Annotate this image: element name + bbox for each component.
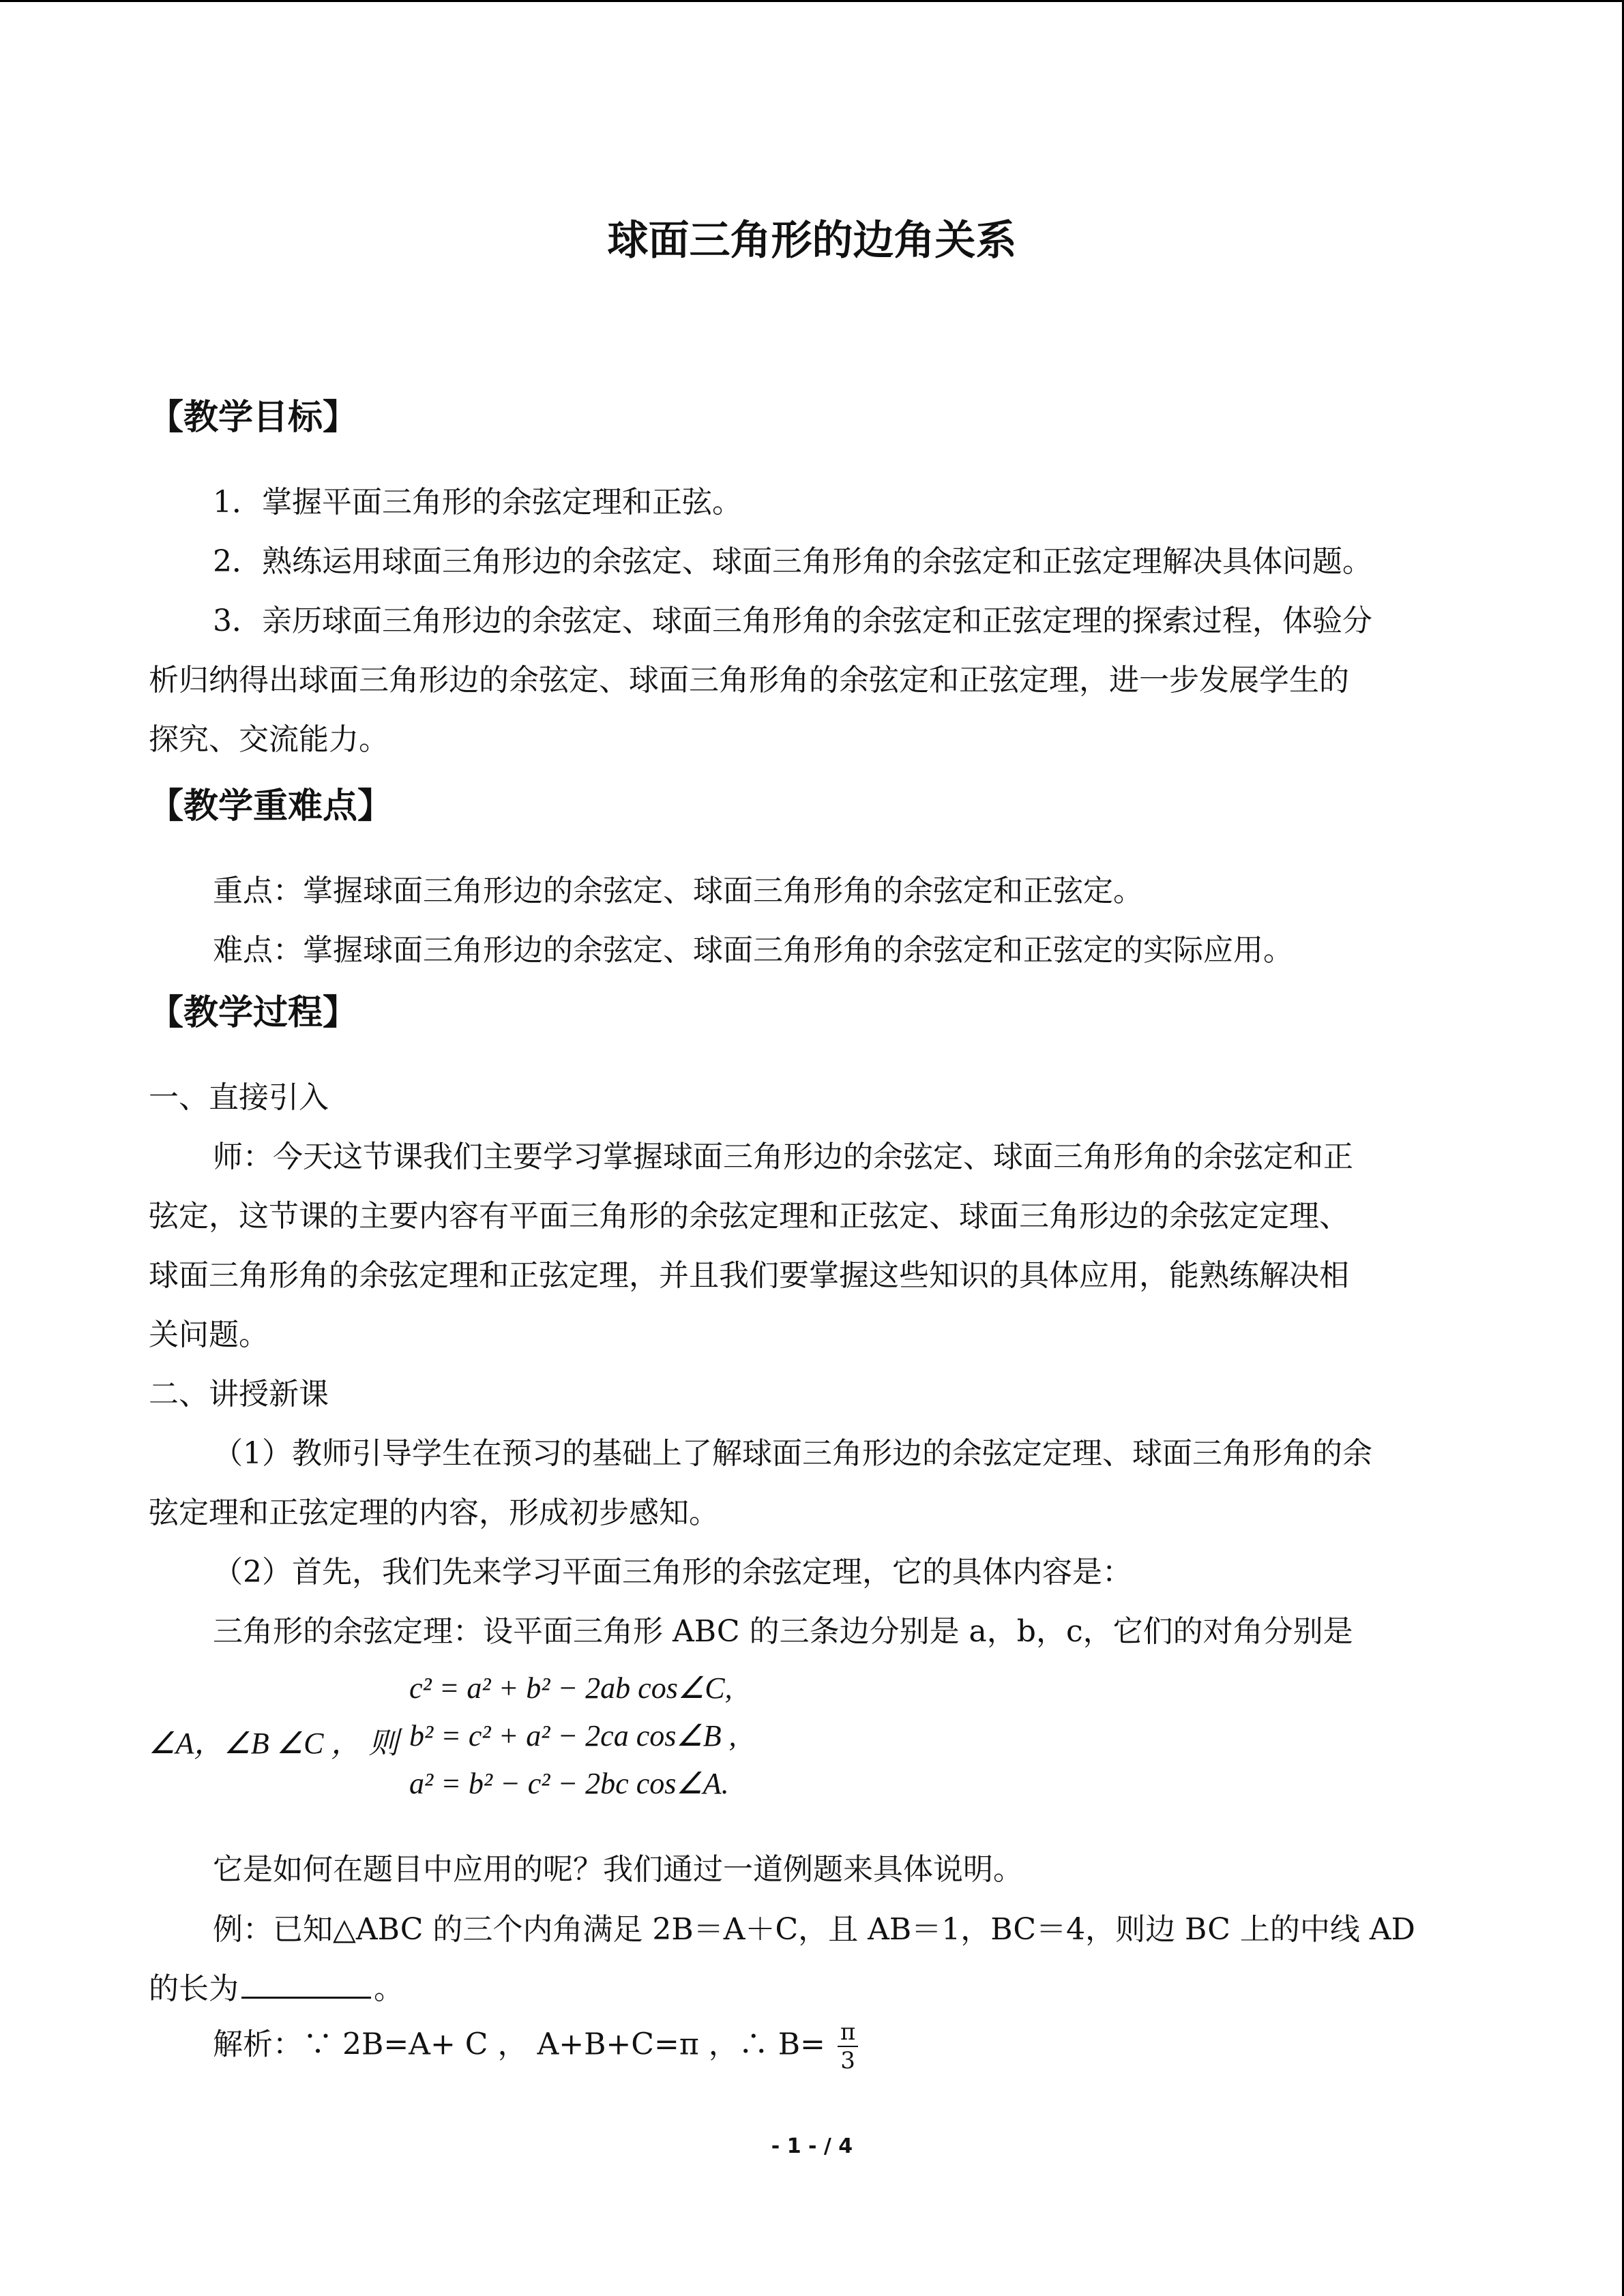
- keypoints-heading: 【教学重难点】: [149, 786, 393, 826]
- example-line-2: [149, 1964, 404, 2008]
- formula-line-2: b² = c² + a² − 2ca cos∠B ,: [409, 1719, 737, 1753]
- example-line-1: 例：已知△ABC 的三个内角满足 2B＝A＋C，且 AB＝1，BC＝4，则边 BC 上的中线 AD: [213, 1912, 1415, 1947]
- part2-p1-line-1: （1）教师引导学生在预习的基础上了解球面三角形边的余弦定定理、球面三角形角的余: [213, 1436, 1372, 1471]
- goal-item-3-end: 探究、交流能力。: [149, 722, 389, 757]
- apply-line: 它是如何在题目中应用的呢？我们通过一道例题来具体说明。: [213, 1852, 1023, 1887]
- fraction-denominator: 3: [840, 2047, 855, 2074]
- answer-blank: [241, 1997, 371, 1999]
- example-line-2-end: 。: [374, 1971, 404, 2006]
- part1-line-4: 关问题。: [149, 1317, 269, 1352]
- pi-over-3-fraction: [838, 2018, 858, 2074]
- solution-text: 解析：∵ 2B=A+ C ， A+B+C=π ，∴ B=: [213, 2027, 825, 2062]
- part1-title: 一、直接引入: [149, 1080, 329, 1115]
- example-line-2-text: 的长为: [149, 1971, 239, 2006]
- difficult-point: 难点：掌握球面三角形边的余弦定、球面三角形角的余弦定和正弦定的实际应用。: [213, 933, 1293, 968]
- key-point: 重点：掌握球面三角形边的余弦定、球面三角形角的余弦定和正弦定。: [213, 874, 1143, 908]
- goal-item-1: 1．掌握平面三角形的余弦定理和正弦。: [213, 485, 742, 520]
- part2-p2: （2）首先，我们先来学习平面三角形的余弦定理，它的具体内容是：: [213, 1555, 1132, 1590]
- page-border-top: [0, 0, 1624, 2]
- page-number: - 1 - / 4: [771, 2134, 853, 2158]
- part2-title: 二、讲授新课: [149, 1377, 329, 1412]
- law-intro: 三角形的余弦定理：设平面三角形 ABC 的三条边分别是 a，b，c，它们的对角分别是: [213, 1614, 1353, 1649]
- page-title: 球面三角形的边角关系: [607, 217, 1017, 265]
- solution-line: [213, 2018, 858, 2074]
- goals-heading: 【教学目标】: [149, 398, 358, 438]
- fraction-numerator: π: [838, 2018, 858, 2047]
- part1-line-3: 球面三角形角的余弦定理和正弦定理，并且我们要掌握这些知识的具体应用，能熟练解决相: [149, 1258, 1349, 1293]
- goal-item-2: 2．熟练运用球面三角形边的余弦定、球面三角形角的余弦定和正弦定理解决具体问题。: [213, 544, 1372, 579]
- process-heading: 【教学过程】: [149, 993, 358, 1033]
- goal-item-3-cont: 析归纳得出球面三角形边的余弦定、球面三角形角的余弦定和正弦定理，进一步发展学生的: [149, 663, 1349, 698]
- part1-line-2: 弦定，这节课的主要内容有平面三角形的余弦定理和正弦定、球面三角形边的余弦定定理、: [149, 1199, 1349, 1234]
- formula-prefix: ∠A，∠B ∠C ， 则: [149, 1727, 399, 1760]
- formula-line-1: c² = a² + b² − 2ab cos∠C,: [409, 1671, 733, 1705]
- formula-line-3: a² = b² − c² − 2bc cos∠A.: [409, 1767, 729, 1800]
- part1-line-1: 师：今天这节课我们主要学习掌握球面三角形边的余弦定、球面三角形角的余弦定和正: [213, 1139, 1353, 1174]
- goal-item-3: 3．亲历球面三角形边的余弦定、球面三角形角的余弦定和正弦定理的探索过程，体验分: [213, 603, 1372, 638]
- part2-p1-line-2: 弦定理和正弦定理的内容，形成初步感知。: [149, 1495, 719, 1530]
